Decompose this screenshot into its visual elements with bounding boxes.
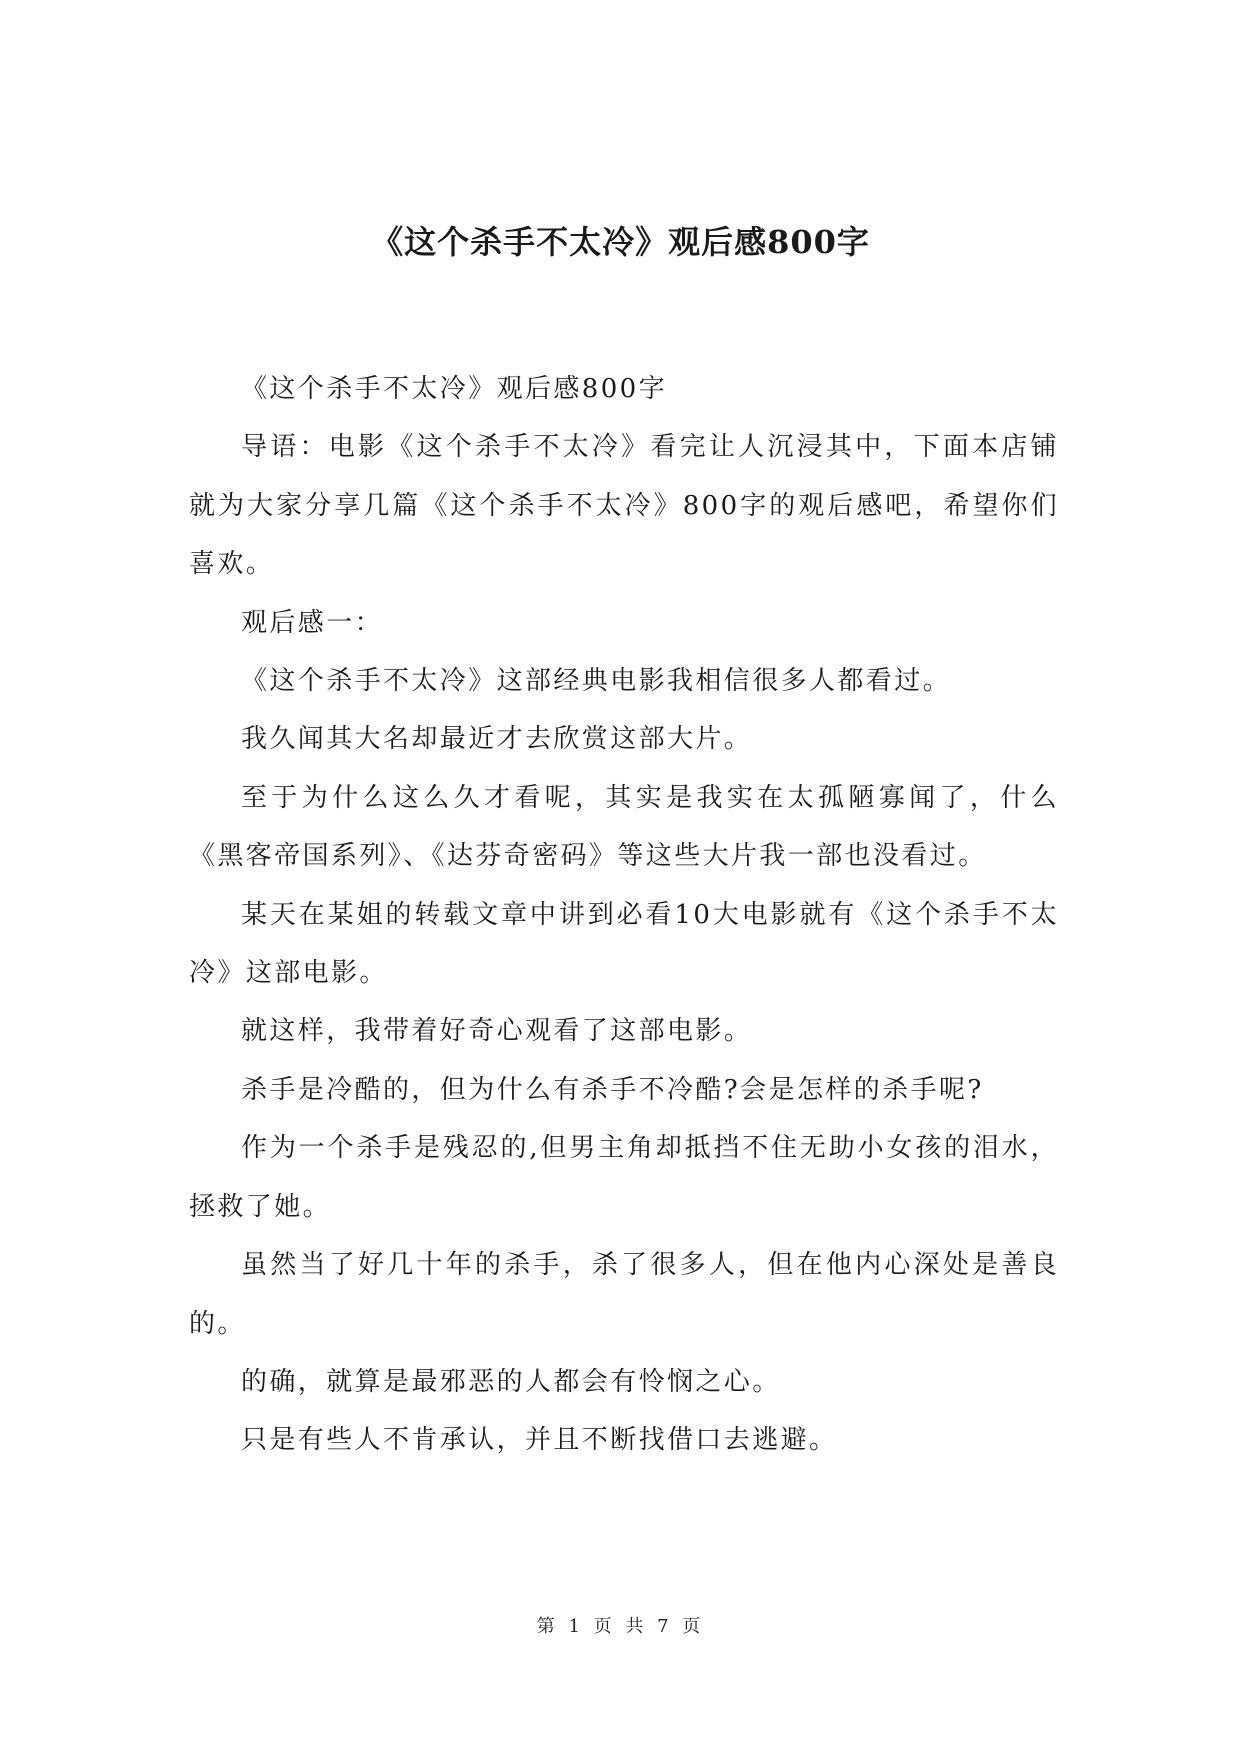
paragraph: 只是有些人不肯承认，并且不断找借口去逃避。: [241, 1425, 838, 1456]
page-number-footer: 第 1 页 共 7 页: [536, 1616, 705, 1637]
paragraph: 就这样，我带着好奇心观看了这部电影。: [241, 1016, 753, 1047]
paragraph: 《这个杀手不太冷》这部经典电影我相信很多人都看过。: [241, 666, 952, 697]
paragraph: 作为一个杀手是残忍的,但男主角却抵挡不住无助小女孩的泪水，拯救了她。: [189, 1133, 1059, 1222]
paragraph: 导语：电影《这个杀手不太冷》看完让人沉浸其中，下面本店铺就为大家分享几篇《这个杀手不太冷》800字的观后感吧，希望你们喜欢。: [189, 432, 1059, 580]
paragraph: 我久闻其大名却最近才去欣赏这部大片。: [241, 724, 753, 755]
document-body: [189, 360, 1059, 1470]
paragraph: 观后感一：: [241, 607, 384, 638]
paragraph: 虽然当了好几十年的杀手，杀了很多人，但在他内心深处是善良的。: [189, 1250, 1059, 1339]
paragraph: 的确，就算是最邪恶的人都会有怜悯之心。: [241, 1366, 781, 1397]
paragraph: 至于为什么这么久才看呢，其实是我实在太孤陋寡闻了，什么《黑客帝国系列》、《达芬奇密码》等这些大片我一部也没看过。: [189, 782, 1059, 872]
paragraph: 杀手是冷酷的，但为什么有杀手不冷酷?会是怎样的杀手呢?: [241, 1074, 984, 1105]
paragraph: 某天在某姐的转载文章中讲到必看10大电影就有《这个杀手不太冷》这部电影。: [189, 899, 1059, 989]
paragraph: 《这个杀手不太冷》观后感800字: [241, 374, 668, 404]
document-title: 《这个杀手不太冷》观后感800字: [371, 223, 870, 261]
